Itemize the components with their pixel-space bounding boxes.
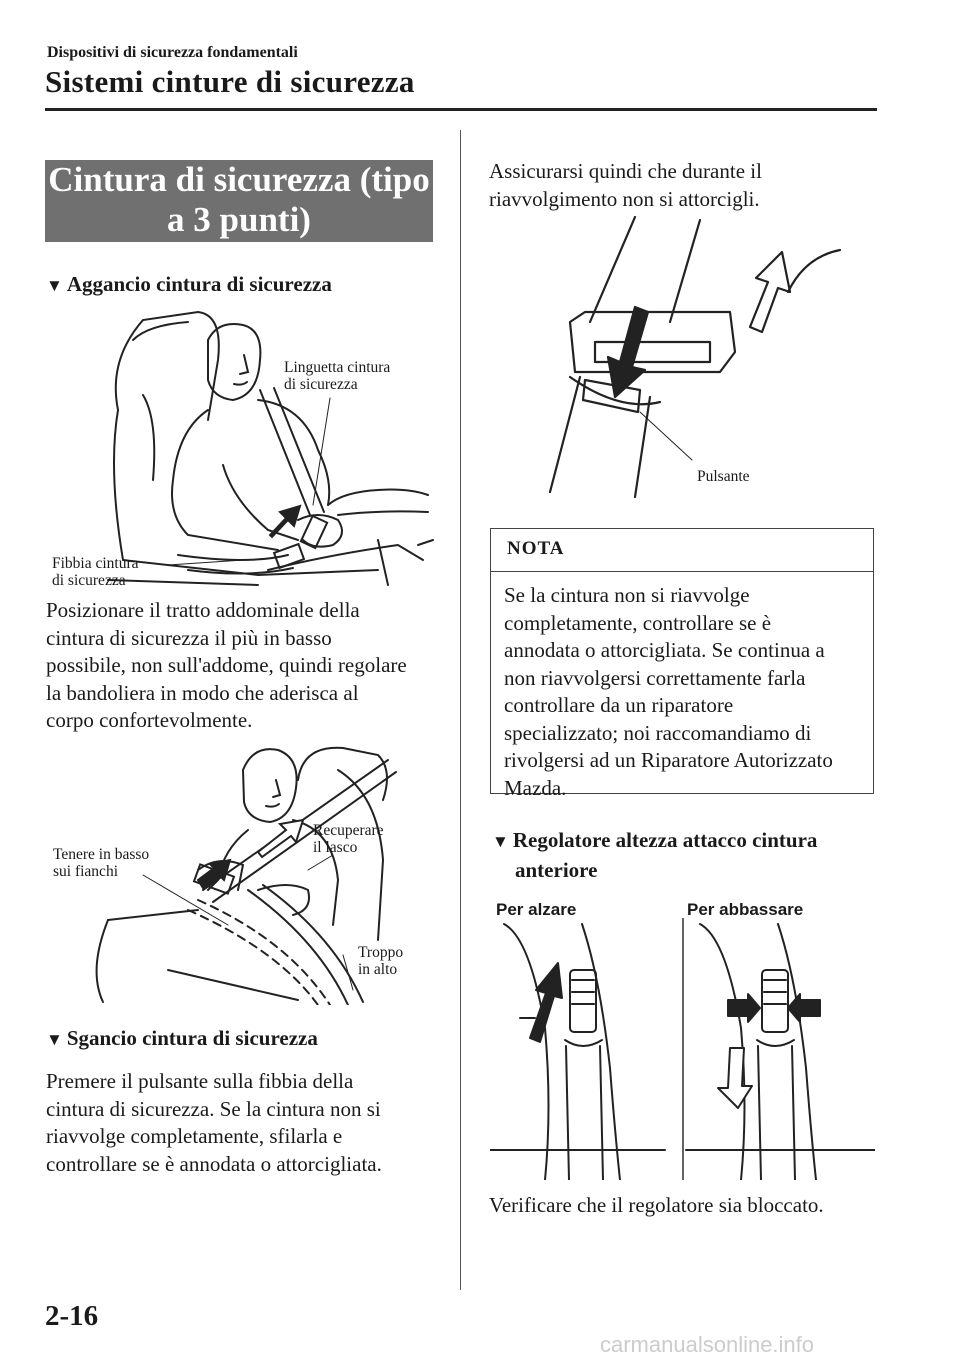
banner-line-2: a 3 punti): [167, 200, 311, 239]
page-number: 2-16: [45, 1300, 99, 1332]
label-high: [358, 944, 403, 978]
note-line-6: specializzato; noi raccomandiamo di: [504, 720, 812, 745]
illustration-buckle-release: [520, 212, 850, 502]
illustration-fastening: [48, 300, 438, 595]
chapter-title: Sistemi cinture di sicurezza: [45, 64, 415, 99]
note-box: [490, 528, 874, 800]
retract-paragraph: [489, 158, 879, 213]
label-high-line-2: in alto: [358, 961, 398, 978]
header-rule: [45, 108, 877, 111]
section-banner: [45, 160, 433, 242]
triangle-bullet-icon: ▼: [492, 832, 509, 851]
label-slack-line-1: Recuperare: [313, 822, 384, 839]
unfastening-line-4: controllare se è annodata o attorcigliata.: [46, 1151, 382, 1176]
label-tongue-line-2: di sicurezza: [284, 376, 358, 393]
note-line-7: rivolgersi ad un Riparatore Autorizzato: [504, 748, 833, 772]
label-buckle-line-1: Fibbia cintura: [52, 555, 139, 572]
heading-fastening: [46, 270, 332, 300]
heading-unfastening-text: Sgancio cintura di sicurezza: [66, 1026, 318, 1050]
note-line-4: non riavvolgersi correttamente farla: [504, 665, 806, 690]
fastening-line-5: corpo confortevolmente.: [46, 708, 253, 732]
label-low: [53, 846, 149, 880]
fastening-paragraph: [46, 597, 446, 735]
heading-fastening-text: Aggancio cintura di sicurezza: [66, 272, 332, 296]
note-line-8: Mazda.: [504, 775, 567, 800]
label-buckle: [52, 555, 139, 589]
illustration-height-adjuster: [490, 918, 875, 1180]
note-title: NOTA: [491, 529, 873, 572]
note-line-3: annodata o attorcigliata. Se continua a: [504, 638, 825, 662]
triangle-bullet-icon: ▼: [46, 1030, 63, 1049]
fastening-line-4: la bandoliera in modo che aderisca al: [46, 680, 359, 705]
label-lower: Per abbassare: [687, 900, 804, 919]
heading-adjuster-line-2: anteriore: [515, 858, 598, 882]
footer-watermark: carmanualsonline.info: [600, 1332, 815, 1357]
banner-line-1: Cintura di sicurezza (tipo: [48, 160, 430, 199]
retract-line-1: Assicurarsi quindi che durante il: [489, 159, 762, 183]
label-raise: Per alzare: [496, 900, 577, 919]
heading-unfastening: [46, 1024, 318, 1054]
heading-adjuster-line-1: Regolatore altezza attacco cintura: [512, 828, 818, 852]
note-line-1: Se la cintura non si riavvolge: [504, 583, 750, 607]
label-tongue: [284, 359, 390, 393]
retract-line-2: riavvolgimento non si attorcigli.: [489, 186, 760, 211]
unfastening-line-2: cintura di sicurezza. Se la cintura non si: [46, 1096, 381, 1121]
unfastening-paragraph: [46, 1068, 446, 1178]
label-low-line-2: sui fianchi: [53, 863, 118, 880]
unfastening-line-1: Premere il pulsante sulla fibbia della: [46, 1069, 354, 1093]
column-divider: [460, 130, 461, 1290]
note-body: [491, 572, 873, 802]
fastening-line-3: possibile, non sull'addome, quindi regolare: [46, 653, 407, 677]
section-subtitle: Dispositivi di sicurezza fondamentali: [47, 44, 298, 61]
label-high-line-1: Troppo: [358, 944, 404, 961]
note-line-5: controllare da un riparatore: [504, 693, 734, 717]
label-button: Pulsante: [697, 468, 750, 485]
heading-adjuster: [492, 826, 872, 885]
note-line-2: completamente, controllare se è: [504, 610, 772, 635]
label-buckle-line-2: di sicurezza: [52, 572, 126, 589]
label-tongue-line-1: Linguetta cintura: [284, 359, 391, 376]
adjuster-paragraph: Verificare che il regolatore sia bloccato.: [489, 1193, 824, 1217]
triangle-bullet-icon: ▼: [46, 276, 63, 295]
fastening-line-1: Posizionare il tratto addominale della: [46, 598, 360, 622]
label-slack-line-2: il lasco: [313, 839, 358, 856]
fastening-line-2: cintura di sicurezza il più in basso: [46, 625, 332, 650]
label-low-line-1: Tenere in basso: [53, 846, 150, 863]
label-slack: [313, 822, 384, 856]
unfastening-line-3: riavvolge completamente, sfilarla e: [46, 1124, 343, 1148]
